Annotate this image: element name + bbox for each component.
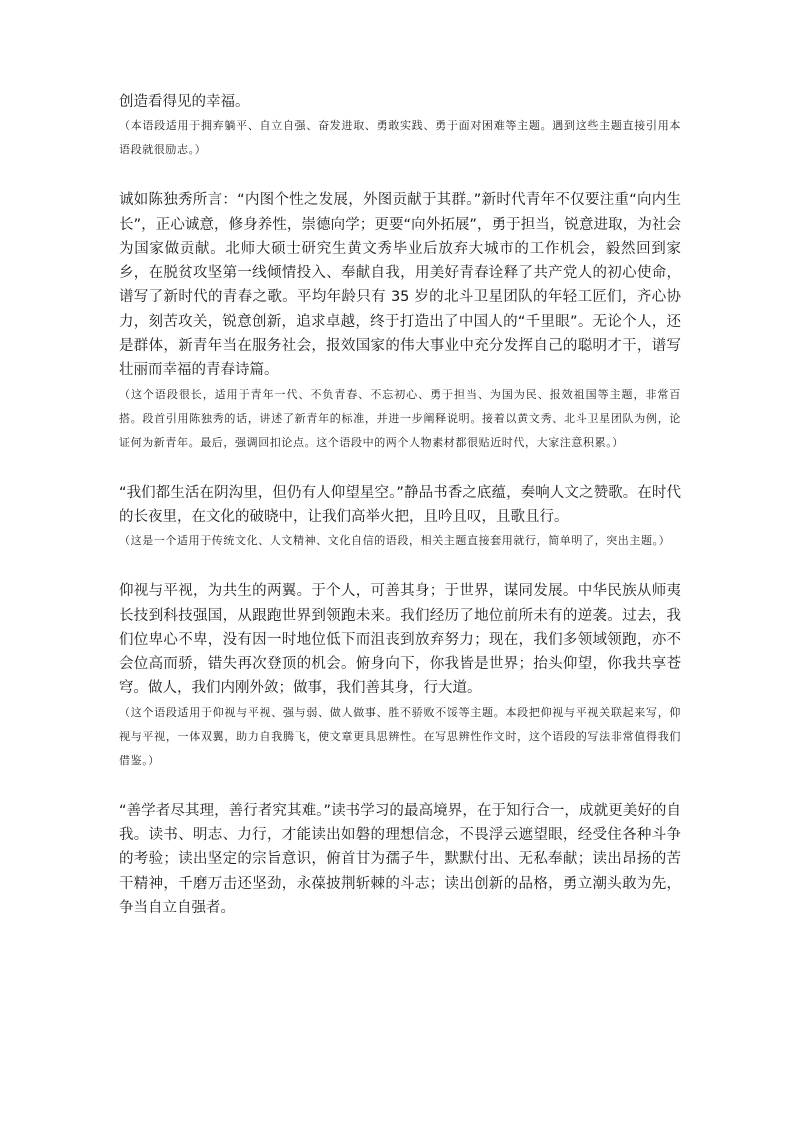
block-1 xyxy=(119,90,681,162)
note-1: （本语段适用于拥弃躺平、自立自强、奋发进取、勇敢实践、勇于面对困难等主题。遇到这些主题直接引用本语段就很励志。） xyxy=(119,119,681,157)
block-5 xyxy=(119,799,681,920)
block-2 xyxy=(119,188,681,454)
spacer xyxy=(119,455,681,481)
note-3: （这是一个适用于传统文化、人文精神、文化自信的语段，相关主题直接套用就行，简单明了，突出主题。） xyxy=(119,534,671,548)
block-3 xyxy=(119,481,681,554)
block-4 xyxy=(119,579,681,772)
paragraph-5: “善学者尽其理，善行者究其难。”读书学习的最高境界，在于知行合一，成就更美好的自我。读书、明志、力行，才能读出如磐的理想信念，不畏浮云遮望眼，经受住各种斗争的考验；读出坚定的宗旨意识，俯首甘为孺子牛，默默付出、无私奉献；读出昂扬的苦干精神，千磨万击还坚劲，永葆披荆斩棘的斗志；读出创新的品格，勇立潮头敢为先，争当自立自强者。 xyxy=(119,802,681,916)
paragraph-1: 创造看得见的幸福。 xyxy=(119,94,250,110)
paragraph-4: 仰视与平视，为共生的两翼。于个人，可善其身；于世界，谋同发展。中华民族从师夷长技到科技强国，从跟跑世界到领跑未来。我们经历了地位前所未有的逆袭。过去，我们位卑心不卑，没有因一时地位低下而沮丧到放弃努力；现在，我们多领域领跑，亦不会位高而骄，错失再次登顶的机会。俯身向下，你我皆是世界；抬头仰望，你我共享苍穹。做人，我们内刚外敛；做事，我们善其身，行大道。 xyxy=(119,583,681,697)
spacer xyxy=(119,773,681,799)
spacer xyxy=(119,162,681,188)
paragraph-3: “我们都生活在阴沟里，但仍有人仰望星空。”静品书香之底蕴，奏响人文之赞歌。在时代的长夜里，在文化的破晓中，让我们高举火把，且吟且叹，且歌且行。 xyxy=(119,484,681,525)
note-4: （这个语段适用于仰视与平视、强与弱、做人做事、胜不骄败不馁等主题。本段把仰视与平视关联起来写，仰视与平视，一体双翼，助力自我腾飞，使文章更具思辨性。在写思辨性作文时，这个语段的写法非常值得我们借鉴。） xyxy=(119,705,681,767)
note-2: （这个语段很长，适用于青年一代、不负青春、不忘初心、勇于担当、为国为民、报效祖国等主题，非常百搭。段首引用陈独秀的话，讲述了新青年的标准，并进一步阐释说明。接着以黄文秀、北斗卫星团队为例，论证何为新青年。最后，强调回扣论点。这个语段中的两个人物素材都很贴近时代，大家注意积累。） xyxy=(119,387,681,449)
spacer xyxy=(119,553,681,579)
paragraph-2: 诚如陈独秀所言：“内图个性之发展，外图贡献于其群。”新时代青年不仅要注重“向内生长”，正心诚意，修身养性，崇德向学；更要“向外拓展”，勇于担当，锐意进取，为社会为国家做贡献。北师大硕士研究生黄文秀毕业后放弃大城市的工作机会，毅然回到家乡，在脱贫攻坚第一线倾情投入、奉献自我，用美好青春诠释了共产党人的初心使命，谱写了新时代的青春之歌。平均年龄只有 35 岁的北斗卫星团队的年轻工匠们，齐心协力，刻苦攻关，锐意创新，追求卓越，终于打造出了中国人的“千里眼”。无论个人，还是群体，新青年当在服务社会，报效国家的伟大事业中充分发挥自己的聪明才干，谱写壮丽而幸福的青春诗篇。 xyxy=(119,192,681,379)
document-page xyxy=(119,90,681,920)
